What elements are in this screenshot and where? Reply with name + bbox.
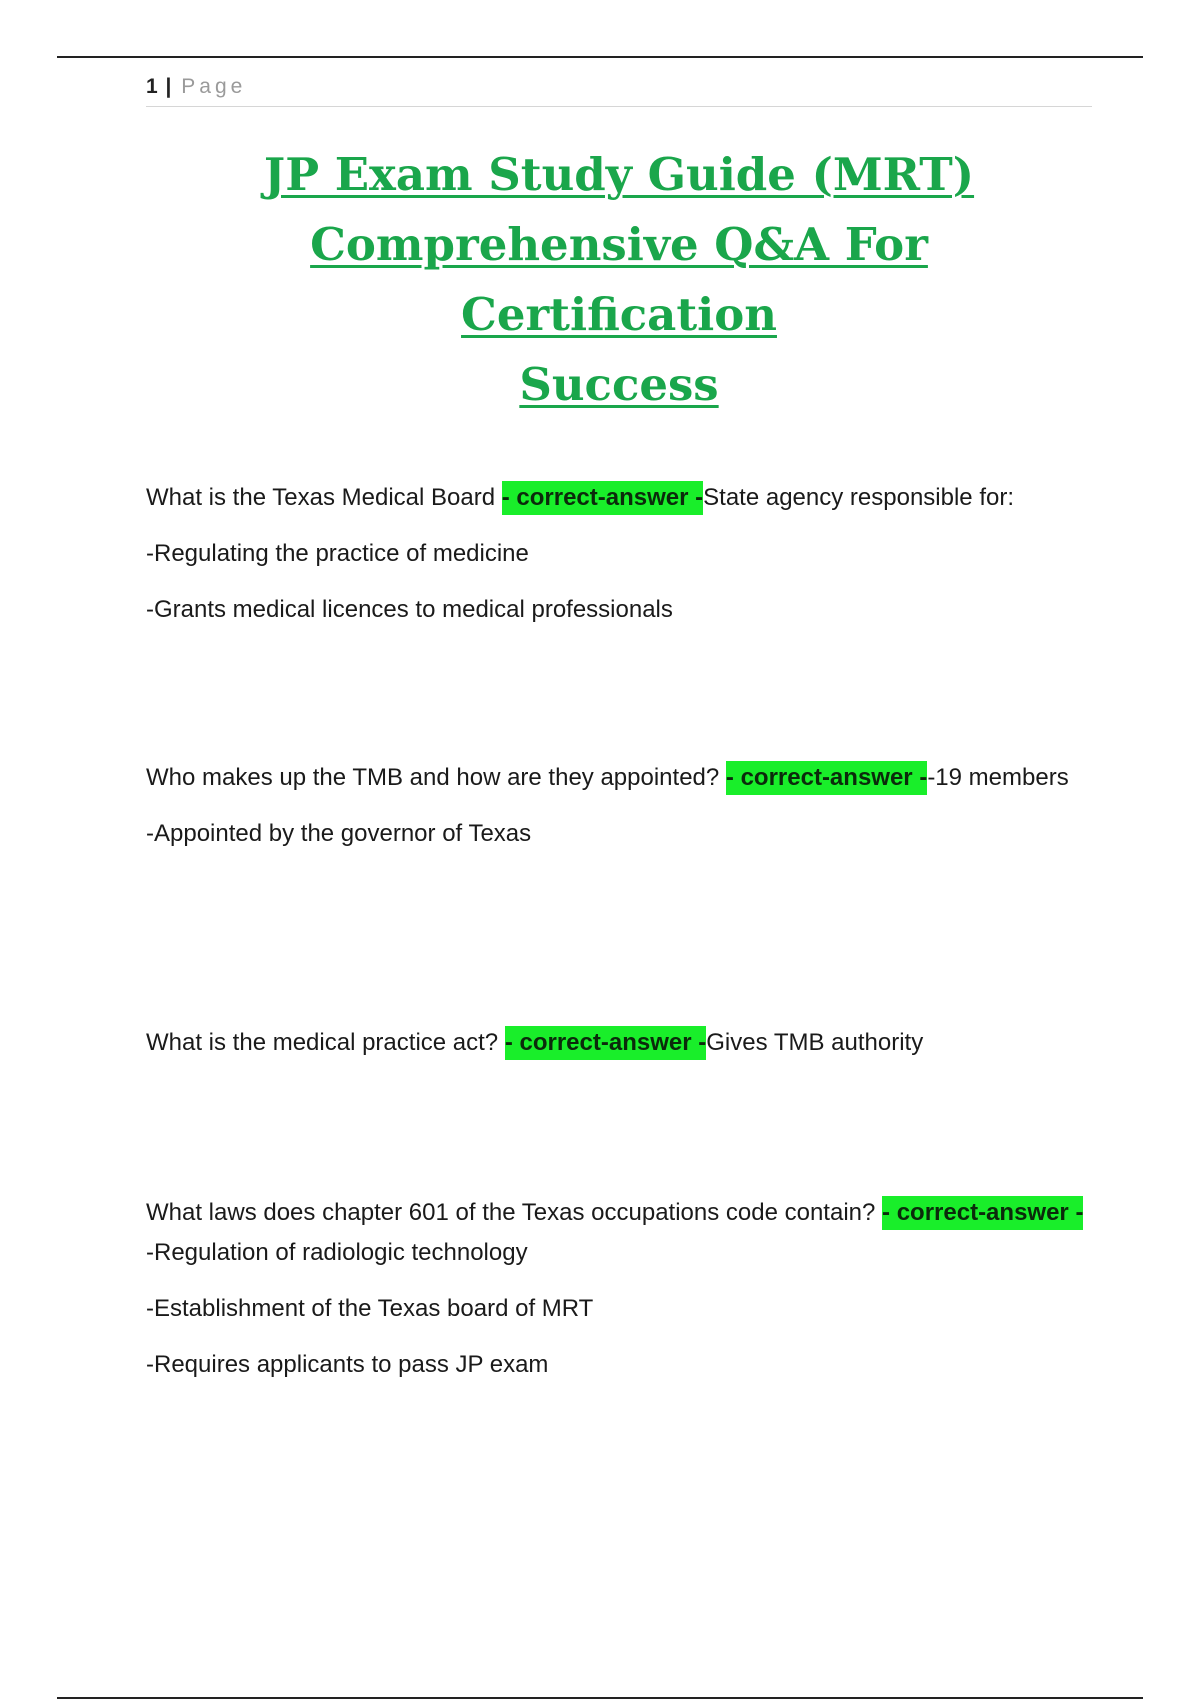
qa-question-line: [146, 758, 1086, 798]
page-bottom-rule: [57, 1697, 1143, 1699]
answer-detail: -Establishment of the Texas board of MRT: [146, 1295, 594, 1322]
correct-answer-tag: - correct-answer -: [502, 481, 703, 515]
correct-answer-tag: - correct-answer -: [505, 1026, 706, 1060]
answer-detail: -Appointed by the governor of Texas: [146, 820, 532, 847]
correct-answer-tag: - correct-answer -: [726, 761, 927, 795]
page-top-rule: [57, 56, 1143, 58]
qa-question-line: [146, 1023, 1086, 1063]
page-number-separator: |: [165, 75, 172, 98]
qa-item: [146, 758, 1086, 870]
answer-text: State agency responsible for:: [703, 484, 1014, 511]
qa-item: [146, 1193, 1086, 1401]
qa-item: [146, 1023, 1086, 1079]
answer-detail: -Requires applicants to pass JP exam: [146, 1351, 549, 1378]
answer-detail: -Grants medical licences to medical professionals: [146, 596, 673, 623]
qa-item: [146, 478, 1086, 646]
question-text: What is the medical practice act?: [146, 1029, 499, 1056]
qa-question-line: [146, 1193, 1086, 1273]
title-line-2: Comprehensive Q&A For Certification: [310, 218, 928, 341]
title-line-1: JP Exam Study Guide (MRT): [263, 148, 975, 201]
question-text: Who makes up the TMB and how are they appointed?: [146, 764, 720, 791]
page-number: 1: [146, 75, 158, 98]
title-line-3: Success: [519, 358, 719, 411]
page-header: [146, 74, 1092, 107]
answer-text: -19 members: [927, 764, 1069, 791]
question-text: What laws does chapter 601 of the Texas occupations code contain?: [146, 1199, 876, 1226]
page-label: Page: [181, 75, 247, 98]
answer-detail: -Regulating the practice of medicine: [146, 540, 529, 567]
correct-answer-tag: - correct-answer -: [882, 1196, 1083, 1230]
document-title: [146, 140, 1092, 420]
answer-text: Gives TMB authority: [706, 1029, 924, 1056]
question-text: What is the Texas Medical Board: [146, 484, 496, 511]
qa-question-line: [146, 478, 1086, 518]
answer-text: -Regulation of radiologic technology: [146, 1239, 528, 1266]
